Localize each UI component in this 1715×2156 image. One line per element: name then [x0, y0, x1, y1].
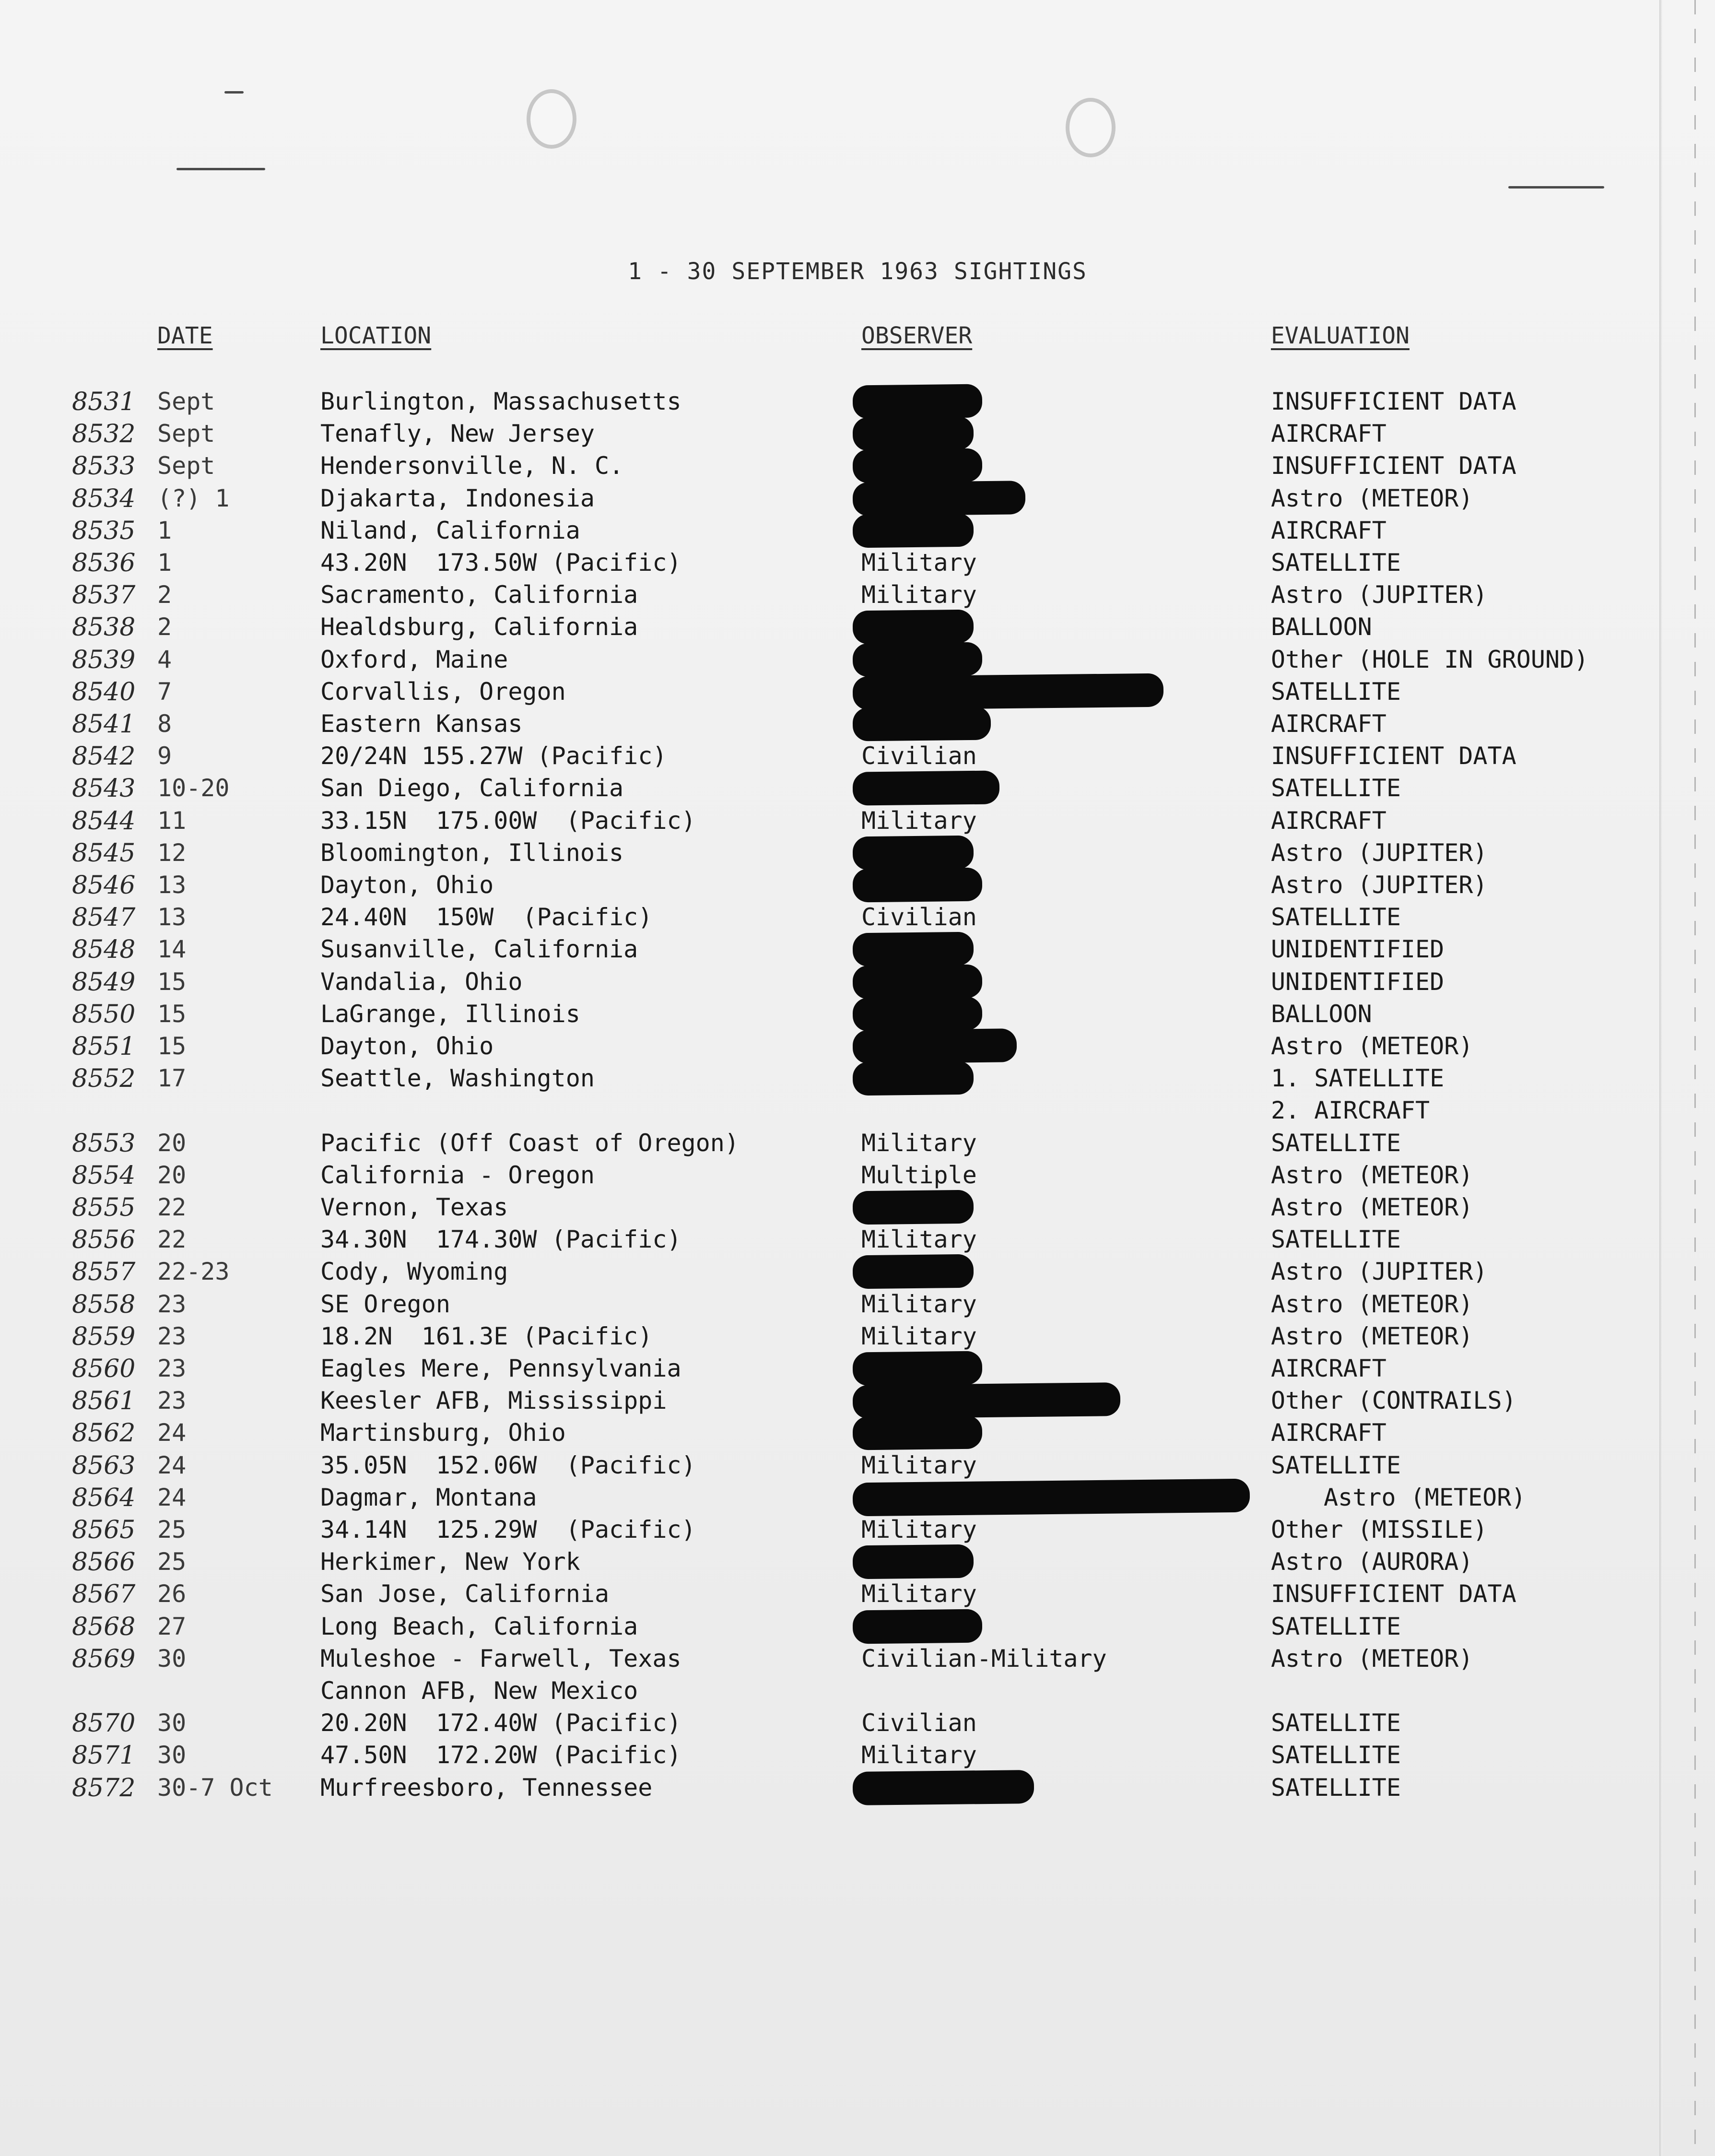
location-cell: Vernon, Texas	[320, 1193, 508, 1221]
sighting-number: 8542	[72, 742, 136, 771]
date-cell: 22	[157, 1225, 187, 1253]
table-row	[0, 1774, 1715, 1805]
table-row	[0, 1645, 1715, 1676]
table-row	[0, 452, 1715, 483]
redaction-mark	[853, 868, 983, 903]
location-cell: Muleshoe - Farwell, Texas	[320, 1645, 681, 1673]
location-cell: Tenafly, New Jersey	[320, 420, 595, 448]
date-cell: 1	[157, 517, 172, 544]
location-cell: San Diego, California	[320, 774, 624, 802]
location-cell: Dayton, Ohio	[320, 871, 494, 899]
date-cell: 12	[157, 839, 187, 867]
evaluation-cell: SATELLITE	[1271, 1709, 1401, 1737]
header-evaluation: EVALUATION	[1271, 322, 1410, 349]
location-cell: 33.15N 175.00W (Pacific)	[320, 807, 696, 835]
sighting-number: 8568	[72, 1613, 136, 1641]
date-cell: 24	[157, 1451, 187, 1479]
observer-cell: Military	[861, 1225, 977, 1253]
observer-cell: Military	[861, 807, 977, 835]
date-cell: 30	[157, 1741, 187, 1769]
observer-cell: Military	[861, 1451, 977, 1479]
date-cell: 15	[157, 1000, 187, 1028]
location-cell: Dagmar, Montana	[320, 1484, 537, 1511]
date-cell: 9	[157, 742, 172, 770]
location-cell: Susanville, California	[320, 935, 638, 963]
evaluation-cell: INSUFFICIENT DATA	[1271, 742, 1516, 770]
evaluation-cell: SATELLITE	[1271, 1225, 1401, 1253]
table-row	[0, 1290, 1715, 1322]
sighting-number: 8536	[72, 549, 136, 577]
sighting-number: 8539	[72, 646, 136, 674]
location-cell: Vandalia, Ohio	[320, 968, 523, 996]
date-cell: 4	[157, 646, 172, 673]
table-row	[0, 420, 1715, 451]
sighting-number: 8556	[72, 1225, 136, 1254]
redaction-mark	[853, 1190, 974, 1225]
date-cell: 25	[157, 1516, 187, 1543]
location-cell: Herkimer, New York	[320, 1548, 580, 1576]
sighting-number: 8550	[72, 1000, 136, 1029]
sighting-number: 8572	[72, 1774, 136, 1803]
table-row	[0, 1032, 1715, 1064]
table-row	[0, 388, 1715, 419]
evaluation-cell: Astro (METEOR)	[1271, 1193, 1473, 1221]
sighting-number: 8555	[72, 1193, 136, 1222]
header-date: DATE	[157, 322, 213, 349]
sighting-number: 8546	[72, 871, 136, 900]
location-cell: Corvallis, Oregon	[320, 678, 566, 706]
sighting-number: 8551	[72, 1032, 136, 1061]
table-row	[0, 1548, 1715, 1579]
date-cell: 23	[157, 1290, 187, 1318]
location-cell: 18.2N 161.3E (Pacific)	[320, 1322, 653, 1350]
evaluation-cell: Astro (METEOR)	[1271, 1161, 1473, 1189]
evaluation-cell: AIRCRAFT	[1271, 1419, 1386, 1447]
header-location: LOCATION	[320, 322, 432, 349]
observer-cell: Civilian	[861, 903, 977, 931]
sighting-number: 8544	[72, 807, 136, 836]
sighting-number: 8541	[72, 710, 136, 739]
date-cell: 15	[157, 1032, 187, 1060]
location-cell: 47.50N 172.20W (Pacific)	[320, 1741, 681, 1769]
location-cell: Eastern Kansas	[320, 710, 523, 738]
evaluation-cell: Astro (METEOR)	[1271, 1322, 1473, 1350]
date-cell: 14	[157, 935, 187, 963]
evaluation-cell: SATELLITE	[1271, 1774, 1401, 1802]
observer-cell: Military	[861, 1580, 977, 1608]
location-cell: 20/24N 155.27W (Pacific)	[320, 742, 667, 770]
evaluation-cell: Astro (AURORA)	[1271, 1548, 1473, 1576]
table-row	[0, 1709, 1715, 1741]
location-cell: San Jose, California	[320, 1580, 610, 1608]
redaction-mark	[853, 642, 983, 677]
redaction-mark	[853, 1254, 974, 1289]
redaction-mark	[853, 965, 983, 1000]
location-cell: Martinsburg, Ohio	[320, 1419, 566, 1447]
date-cell: 1	[157, 549, 172, 577]
evaluation-cell: SATELLITE	[1271, 1451, 1401, 1479]
sighting-number: 8567	[72, 1580, 136, 1609]
sighting-number: 8562	[72, 1419, 136, 1448]
table-row	[0, 1161, 1715, 1193]
sighting-number: 8566	[72, 1548, 136, 1577]
sighting-number: 8535	[72, 517, 136, 545]
redaction-mark	[853, 1028, 1017, 1064]
redaction-mark	[853, 1415, 983, 1450]
table-row	[0, 646, 1715, 677]
date-cell: 11	[157, 807, 187, 835]
redaction-mark	[853, 836, 974, 871]
location-cell: Cannon AFB, New Mexico	[320, 1677, 638, 1705]
date-cell: 20	[157, 1161, 187, 1189]
evaluation-cell: Astro (METEOR)	[1271, 1290, 1473, 1318]
date-cell: 22	[157, 1193, 187, 1221]
redaction-mark	[853, 481, 1026, 516]
sighting-number: 8559	[72, 1322, 136, 1351]
table-row	[0, 710, 1715, 742]
table-row	[0, 968, 1715, 1000]
location-cell: 35.05N 152.06W (Pacific)	[320, 1451, 696, 1479]
date-cell: 24	[157, 1419, 187, 1447]
date-cell: 10-20	[157, 774, 230, 802]
evaluation-cell: Astro (METEOR)	[1271, 1645, 1473, 1673]
redaction-mark	[853, 997, 983, 1032]
location-cell: 34.14N 125.29W (Pacific)	[320, 1516, 696, 1543]
table-row	[0, 613, 1715, 645]
evaluation-cell: SATELLITE	[1271, 1613, 1401, 1640]
table-row	[0, 871, 1715, 903]
sighting-number: 8554	[72, 1161, 136, 1190]
margin-mark-right	[1508, 186, 1604, 189]
observer-cell: Military	[861, 549, 977, 577]
sighting-number: 8558	[72, 1290, 136, 1319]
table-row	[0, 935, 1715, 967]
date-cell: 2	[157, 581, 172, 609]
redaction-mark	[853, 416, 974, 451]
redaction-mark	[853, 384, 983, 419]
observer-cell: Multiple	[861, 1161, 977, 1189]
observer-cell: Military	[861, 1741, 977, 1769]
location-cell: Long Beach, California	[320, 1613, 638, 1640]
location-cell: Djakarta, Indonesia	[320, 484, 595, 512]
location-cell: Eagles Mere, Pennsylvania	[320, 1355, 681, 1382]
date-cell: 17	[157, 1064, 187, 1092]
date-cell: 2	[157, 613, 172, 641]
evaluation-cell: Other (HOLE IN GROUND)	[1271, 646, 1589, 673]
sighting-number: 8533	[72, 452, 136, 481]
evaluation-cell: BALLOON	[1271, 1000, 1372, 1028]
header-observer: OBSERVER	[861, 322, 973, 349]
table-row	[0, 1419, 1715, 1450]
table-row	[0, 1613, 1715, 1644]
date-cell: 30	[157, 1709, 187, 1737]
date-cell: 25	[157, 1548, 187, 1576]
location-cell: Oxford, Maine	[320, 646, 508, 673]
observer-cell: Military	[861, 1290, 977, 1318]
sighting-number: 8561	[72, 1387, 136, 1415]
date-cell: (?) 1	[157, 484, 230, 512]
location-cell: Dayton, Ohio	[320, 1032, 494, 1060]
table-row	[0, 1451, 1715, 1483]
evaluation-cell: SATELLITE	[1271, 678, 1401, 706]
evaluation-cell: SATELLITE	[1271, 774, 1401, 802]
table-row	[0, 1677, 1715, 1708]
margin-mark-left	[176, 168, 265, 170]
date-cell: 26	[157, 1580, 187, 1608]
evaluation-cell: SATELLITE	[1271, 1741, 1401, 1769]
sighting-number: 8569	[72, 1645, 136, 1673]
redaction-mark	[853, 1479, 1250, 1517]
sighting-number: 8540	[72, 678, 136, 707]
evaluation-cell: SATELLITE	[1271, 549, 1401, 577]
date-cell: 23	[157, 1322, 187, 1350]
sighting-number: 8552	[72, 1064, 136, 1093]
table-row	[0, 1096, 1715, 1128]
sighting-number: 8547	[72, 903, 136, 932]
table-row	[0, 1387, 1715, 1418]
location-cell: LaGrange, Illinois	[320, 1000, 580, 1028]
table-row	[0, 549, 1715, 580]
table-row	[0, 1355, 1715, 1386]
sighting-number: 8564	[72, 1484, 136, 1512]
location-cell: 43.20N 173.50W (Pacific)	[320, 549, 681, 577]
redaction-mark	[853, 770, 1000, 805]
location-cell: 34.30N 174.30W (Pacific)	[320, 1225, 681, 1253]
location-cell: Pacific (Off Coast of Oregon)	[320, 1129, 739, 1157]
evaluation-cell: SATELLITE	[1271, 903, 1401, 931]
sighting-number: 8557	[72, 1258, 136, 1286]
sighting-number: 8543	[72, 774, 136, 803]
redaction-mark	[853, 1770, 1034, 1805]
evaluation-cell: AIRCRAFT	[1271, 710, 1386, 738]
date-cell: 13	[157, 871, 187, 899]
location-cell: Seattle, Washington	[320, 1064, 595, 1092]
date-cell: 20	[157, 1129, 187, 1157]
table-row	[0, 742, 1715, 774]
punch-hole-left	[527, 89, 576, 149]
location-cell: Hendersonville, N. C.	[320, 452, 624, 480]
table-row	[0, 1741, 1715, 1773]
punch-hole-right	[1066, 98, 1116, 157]
page-title: 1 - 30 SEPTEMBER 1963 SIGHTINGS	[628, 258, 1087, 285]
evaluation-cell: Astro (JUPITER)	[1271, 871, 1488, 899]
observer-cell: Military	[861, 581, 977, 609]
date-cell: 22-23	[157, 1258, 230, 1285]
sighting-number: 8565	[72, 1516, 136, 1544]
observer-cell: Military	[861, 1322, 977, 1350]
date-cell: 15	[157, 968, 187, 996]
evaluation-cell: BALLOON	[1271, 613, 1372, 641]
observer-cell: Military	[861, 1129, 977, 1157]
date-cell: 24	[157, 1484, 187, 1511]
date-cell: 8	[157, 710, 172, 738]
location-cell: 24.40N 150W (Pacific)	[320, 903, 653, 931]
date-cell: 13	[157, 903, 187, 931]
date-cell: 30-7 Oct	[157, 1774, 273, 1802]
redaction-mark	[853, 610, 974, 645]
date-cell: 30	[157, 1645, 187, 1673]
observer-cell: Military	[861, 1516, 977, 1543]
evaluation-cell: UNIDENTIFIED	[1271, 968, 1445, 996]
redaction-mark	[853, 1061, 974, 1096]
sighting-number: 8538	[72, 613, 136, 642]
table-row	[0, 1225, 1715, 1257]
evaluation-cell: AIRCRAFT	[1271, 517, 1386, 544]
sighting-number: 8537	[72, 581, 136, 610]
location-cell: Keesler AFB, Mississippi	[320, 1387, 667, 1414]
evaluation-cell: UNIDENTIFIED	[1271, 935, 1445, 963]
location-cell: California - Oregon	[320, 1161, 595, 1189]
sighting-number: 8548	[72, 935, 136, 964]
redaction-mark	[853, 673, 1164, 710]
table-row	[0, 484, 1715, 516]
table-row	[0, 1064, 1715, 1096]
observer-cell: Civilian	[861, 742, 977, 770]
sighting-number: 8553	[72, 1129, 136, 1158]
table-row	[0, 517, 1715, 548]
evaluation-cell: AIRCRAFT	[1271, 1355, 1386, 1382]
date-cell: Sept	[157, 420, 215, 448]
sighting-number: 8532	[72, 420, 136, 448]
table-row	[0, 1322, 1715, 1354]
table-row	[0, 839, 1715, 871]
evaluation-cell: INSUFFICIENT DATA	[1271, 388, 1516, 415]
table-row	[0, 774, 1715, 806]
evaluation-cell: INSUFFICIENT DATA	[1271, 452, 1516, 480]
evaluation-cell: 2. AIRCRAFT	[1271, 1096, 1430, 1124]
redaction-mark	[853, 513, 974, 548]
table-row	[0, 1129, 1715, 1161]
date-cell: 23	[157, 1387, 187, 1414]
sighting-number: 8560	[72, 1355, 136, 1383]
location-cell: Burlington, Massachusetts	[320, 388, 681, 415]
sighting-number: 8571	[72, 1741, 136, 1770]
redaction-mark	[853, 448, 983, 483]
date-cell: Sept	[157, 452, 215, 480]
evaluation-cell: Other (MISSILE)	[1271, 1516, 1488, 1543]
location-cell: Niland, California	[320, 517, 580, 544]
sighting-number: 8545	[72, 839, 136, 868]
table-row	[0, 1258, 1715, 1289]
evaluation-cell: Astro (METEOR)	[1271, 1032, 1473, 1060]
observer-cell: Civilian-Military	[861, 1645, 1107, 1673]
redaction-mark	[853, 1382, 1121, 1419]
redaction-mark	[853, 932, 974, 967]
location-cell: Cody, Wyoming	[320, 1258, 508, 1285]
table-row	[0, 1580, 1715, 1612]
evaluation-cell: Astro (JUPITER)	[1271, 581, 1488, 609]
date-cell: Sept	[157, 388, 215, 415]
margin-mark-top	[224, 91, 244, 94]
date-cell: 7	[157, 678, 172, 706]
table-row	[0, 1193, 1715, 1225]
evaluation-cell: Astro (METEOR)	[1271, 484, 1473, 512]
evaluation-cell: SATELLITE	[1271, 1129, 1401, 1157]
redaction-mark	[853, 1544, 974, 1579]
date-cell: 27	[157, 1613, 187, 1640]
redaction-mark	[853, 1609, 983, 1644]
table-row	[0, 903, 1715, 935]
table-row	[0, 807, 1715, 838]
evaluation-cell: Astro (JUPITER)	[1271, 839, 1488, 867]
evaluation-cell: Other (CONTRAILS)	[1271, 1387, 1516, 1414]
table-row	[0, 1516, 1715, 1547]
evaluation-cell: INSUFFICIENT DATA	[1271, 1580, 1516, 1608]
evaluation-cell: Astro (JUPITER)	[1271, 1258, 1488, 1285]
sighting-number: 8570	[72, 1709, 136, 1738]
table-row	[0, 678, 1715, 709]
sighting-number: 8549	[72, 968, 136, 997]
sighting-number: 8534	[72, 484, 136, 513]
location-cell: SE Oregon	[320, 1290, 450, 1318]
date-cell: 23	[157, 1355, 187, 1382]
redaction-mark	[853, 706, 991, 741]
redaction-mark	[853, 1351, 983, 1386]
evaluation-cell: Astro (METEOR)	[1324, 1484, 1526, 1511]
location-cell: Sacramento, California	[320, 581, 638, 609]
evaluation-cell: AIRCRAFT	[1271, 420, 1386, 448]
location-cell: 20.20N 172.40W (Pacific)	[320, 1709, 681, 1737]
evaluation-cell: AIRCRAFT	[1271, 807, 1386, 835]
table-row	[0, 581, 1715, 613]
location-cell: Murfreesboro, Tennessee	[320, 1774, 653, 1802]
table-row	[0, 1484, 1715, 1515]
location-cell: Healdsburg, California	[320, 613, 638, 641]
location-cell: Bloomington, Illinois	[320, 839, 624, 867]
sighting-number: 8531	[72, 388, 136, 416]
sighting-number: 8563	[72, 1451, 136, 1480]
observer-cell: Civilian	[861, 1709, 977, 1737]
evaluation-cell: 1. SATELLITE	[1271, 1064, 1445, 1092]
table-row	[0, 1000, 1715, 1032]
